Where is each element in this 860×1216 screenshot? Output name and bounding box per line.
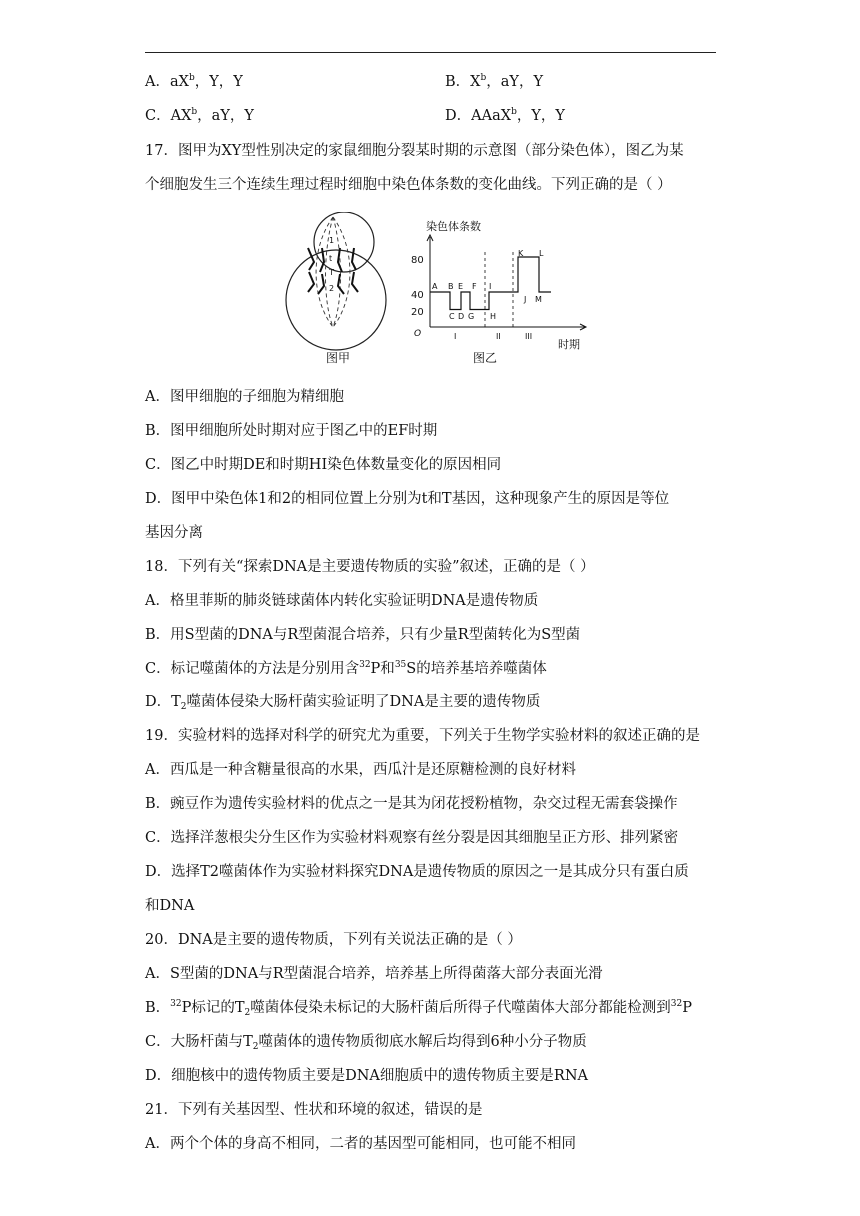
gene-label-t: t bbox=[329, 254, 333, 263]
q17-stem-line2: 个细胞发生三个连续生理过程时细胞中染色体条数的变化曲线。下列正确的是（ ） bbox=[145, 177, 672, 193]
q16-option-d: D．AAaX$^b$，Y，Y bbox=[445, 107, 565, 124]
q17-option-c: C．图乙中时期DE和时期HI染色体数量变化的原因相同 bbox=[145, 457, 502, 473]
cell-outer-circle bbox=[286, 250, 386, 350]
q20-option-b: B．$^{32}$P标记的$T_2$噬菌体侵染未标记的大肠杆菌后所得子代噬菌体大部分都能检测到$^{32}$P bbox=[145, 999, 692, 1018]
chart-xlabel: 时期 bbox=[558, 338, 580, 351]
chart-origin: O bbox=[414, 329, 422, 339]
q19-option-b: B．豌豆作为遗传实验材料的优点之一是其为闭花授粉植物，杂交过程无需套袋操作 bbox=[145, 796, 678, 812]
chromosome-label-2: 2 bbox=[329, 284, 335, 293]
point-label-C: C bbox=[449, 312, 455, 321]
point-label-A: A bbox=[432, 282, 438, 291]
ytick-20: 20 bbox=[411, 307, 424, 318]
gene-label-T: T bbox=[329, 268, 334, 277]
q18-option-b: B．用S型菌的DNA与R型菌混合培养，只有少量R型菌转化为S型菌 bbox=[145, 627, 581, 643]
q16-option-a: A．$aX^b$，Y，Y bbox=[145, 73, 243, 90]
q18-stem: 18．下列有关“探索DNA是主要遗传物质的实验”叙述，正确的是（ ） bbox=[145, 559, 595, 575]
chart-ylabel: 染色体条数 bbox=[426, 220, 481, 233]
q16-option-b: B．$X^b$，aY，Y bbox=[445, 73, 544, 90]
figure-jia-caption: 图甲 bbox=[326, 351, 351, 365]
q17-stem-line1: 17．图甲为XY型性别决定的家鼠细胞分裂某时期的示意图（部分染色体），图乙为某 bbox=[145, 143, 684, 159]
figure-yi-caption: 图乙 bbox=[473, 351, 498, 365]
point-label-E: E bbox=[458, 282, 464, 291]
q18-option-a: A．格里菲斯的肺炎链球菌体内转化实验证明DNA是遗传物质 bbox=[145, 593, 539, 609]
point-label-J: J bbox=[524, 295, 527, 304]
ytick-80: 80 bbox=[411, 255, 424, 266]
q20-option-d: D．细胞核中的遗传物质主要是DNA细胞质中的遗传物质主要是RNA bbox=[145, 1068, 588, 1084]
q20-stem: 20．DNA是主要的遗传物质，下列有关说法正确的是（ ） bbox=[145, 932, 522, 948]
point-label-I: I bbox=[489, 282, 492, 291]
q20-option-a: A．S型菌的DNA与R型菌混合培养，培养基上所得菌落大部分表面光滑 bbox=[145, 966, 603, 982]
point-label-H: H bbox=[490, 312, 497, 321]
q19-option-c: C．选择洋葱根尖分生区作为实验材料观察有丝分裂是因其细胞呈正方形、排列紧密 bbox=[145, 830, 679, 846]
top-rule bbox=[145, 52, 716, 53]
phase-label-I: I bbox=[454, 332, 457, 341]
q17-option-d: D．图甲中染色体1和2的相同位置上分别为t和T基因，这种现象产生的原因是等位 bbox=[145, 491, 670, 507]
q17-option-b: B．图甲细胞所处时期对应于图乙中的EF时期 bbox=[145, 423, 438, 439]
point-label-L: L bbox=[539, 249, 544, 258]
phase-label-III: III bbox=[525, 332, 533, 341]
q17-option-a: A．图甲细胞的子细胞为精细胞 bbox=[145, 389, 344, 405]
q19-option-a: A．西瓜是一种含糖量很高的水果，西瓜汁是还原糖检测的良好材料 bbox=[145, 762, 576, 778]
phase-label-II: II bbox=[496, 332, 501, 341]
point-label-K: K bbox=[518, 249, 524, 258]
q18-option-c: C．标记噬菌体的方法是分别用含$^{32}$P和$^{35}$S的培养基培养噬菌体 bbox=[145, 660, 547, 677]
q17-figures bbox=[270, 212, 600, 372]
point-label-B: B bbox=[448, 282, 454, 291]
q19-stem: 19．实验材料的选择对科学的研究尤为重要，下列关于生物学实验材料的叙述正确的是 bbox=[145, 728, 700, 744]
q19-option-d: D．选择T2噬菌体作为实验材料探究DNA是遗传物质的原因之一是其成分只有蛋白质 bbox=[145, 864, 689, 880]
point-label-M: M bbox=[535, 295, 542, 304]
figure-yi-chart bbox=[410, 212, 600, 352]
ytick-40: 40 bbox=[411, 290, 424, 301]
chromosome-label-1: 1 bbox=[329, 236, 335, 245]
q19-option-d-cont: 和DNA bbox=[145, 898, 195, 914]
q21-stem: 21．下列有关基因型、性状和环境的叙述，错误的是 bbox=[145, 1102, 483, 1118]
q17-option-d-cont: 基因分离 bbox=[145, 525, 203, 541]
figure-jia-cell bbox=[278, 212, 408, 352]
point-label-F: F bbox=[472, 282, 477, 291]
point-label-D: D bbox=[458, 312, 465, 321]
q16-option-c: C．$AX^b$，aY，Y bbox=[145, 107, 254, 124]
q21-option-a: A．两个个体的身高不相同，二者的基因型可能相同，也可能不相同 bbox=[145, 1136, 576, 1152]
point-label-G: G bbox=[468, 312, 475, 321]
q18-option-d: D．$T_2$噬菌体侵染大肠杆菌实验证明了DNA是主要的遗传物质 bbox=[145, 694, 541, 712]
q20-option-c: C．大肠杆菌与$T_2$噬菌体的遗传物质彻底水解后均得到6种小分子物质 bbox=[145, 1034, 587, 1052]
